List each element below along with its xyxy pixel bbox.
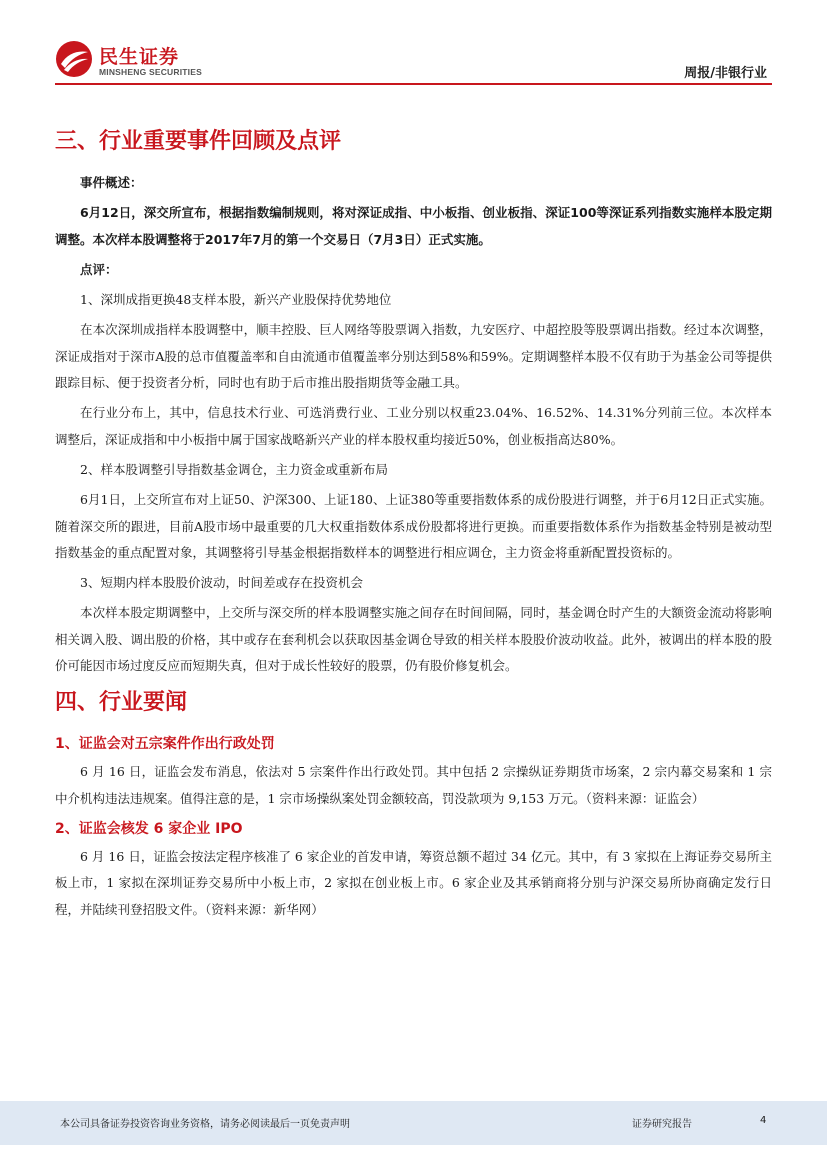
point-1-heading: 1、深圳成指更换48支样本股，新兴产业股保持优势地位 [80,292,392,308]
news-1-heading: 1、证监会对五宗案件作出行政处罚 [55,736,275,753]
section-3-title: 三、行业重要事件回顾及点评 [55,129,342,154]
overview-text: 6月12日，深交所宣布，根据指数编制规则，将对深证成指、中小板指、创业板指、深证100等深证系列指数实施样本股定期调整。本次样本股调整将于2017年7月的第一个交易日（7月3日）正式实施。 [55,205,772,247]
page-footer [0,1101,827,1145]
report-type: 周报/非银行业 [684,66,767,81]
page-content [55,122,772,927]
point-2-paragraph-1: 6月1日，上交所宣布对上证50、沪深300、上证180、上证380等重要指数体系的成份股进行调整，并于6月12日正式实施。随着深交所的跟进，目前A股市场中最重要的几大权重指数体系成份股都将进行更换。而重要指数体系作为指数基金特别是被动型指数基金的重点配置对象，其调整将引导基金根据指数样本的调整进行相应调仓，主力资金将重新配置投资标的。 [55,492,772,560]
logo-text-en: MINSHENG SECURITIES [99,67,202,77]
logo-text-cn: 民生证券 [99,46,180,68]
company-logo [55,40,215,78]
footer-report-label: 证券研究报告 [632,1119,692,1130]
point-1-paragraph-2: 在行业分布上，其中，信息技术行业、可选消费行业、工业分别以权重23.04%、16.52%、14.31%分列前三位。本次样本调整后，深证成指和中小板指中属于国家战略新兴产业的样本股权重均接近50%，创业板指高达80%。 [55,405,772,447]
point-3-paragraph-1: 本次样本股定期调整中，上交所与深交所的样本股调整实施之间存在时间间隔，同时，基金调仓时产生的大额资金流动将影响相关调入股、调出股的价格，其中或存在套利机会以获取因基金调仓导致的相关样本股股价波动收益。此外，被调出的样本股的股价可能因市场过度反应而短期失真，但对于成长性较好的股票，仍有股价修复机会。 [55,605,772,674]
header-divider [55,83,772,85]
point-1-paragraph-1: 在本次深圳成指样本股调整中，顺丰控股、巨人网络等股票调入指数，九安医疗、中超控股等股票调出指数。经过本次调整，深证成指对于深市A股的总市值覆盖率和自由流通市值覆盖率分别达到58%和59%。定期调整样本股不仅有助于为基金公司等提供跟踪目标、便于投资者分析，同时也有助于后市推出股指期货等金融工具。 [55,322,772,391]
section-4-title: 四、行业要闻 [55,690,188,716]
news-2-text: 6 月 16 日，证监会按法定程序核准了 6 家企业的首发申请，筹资总额不超过 34 亿元。其中，有 3 家拟在上海证券交易所主板上市，1 家拟在深圳证券交易所中小板上市，2 家拟在创业板上市。6 家企业及其承销商将分别与沪深交易所协商确定发行日程，并陆续刊登招股文件。（资料来源：新华网） [55,848,772,917]
point-2-heading: 2、样本股调整引导指数基金调仓，主力资金或重新布局 [80,461,388,477]
page-header [0,0,827,84]
page-number: 4 [760,1115,767,1126]
news-1-text: 6 月 16 日，证监会发布消息，依法对 5 宗案件作出行政处罚。其中包括 2 宗操纵证券期货市场案，2 宗内幕交易案和 1 宗中介机构违法违规案。值得注意的是，1 宗市场操纵案处罚金额较高，罚没款项为 9,153 万元。（资料来源：证监会） [55,764,772,806]
minsheng-logo-icon [55,40,93,78]
news-2-heading: 2、证监会核发 6 家企业 IPO [55,820,243,837]
point-3-heading: 3、短期内样本股股价波动，时间差或存在投资机会 [80,575,363,591]
comment-label: 点评： [80,261,118,277]
footer-disclaimer: 本公司具备证券投资咨询业务资格，请务必阅读最后一页免责声明 [60,1119,350,1130]
overview-label: 事件概述： [80,175,143,190]
